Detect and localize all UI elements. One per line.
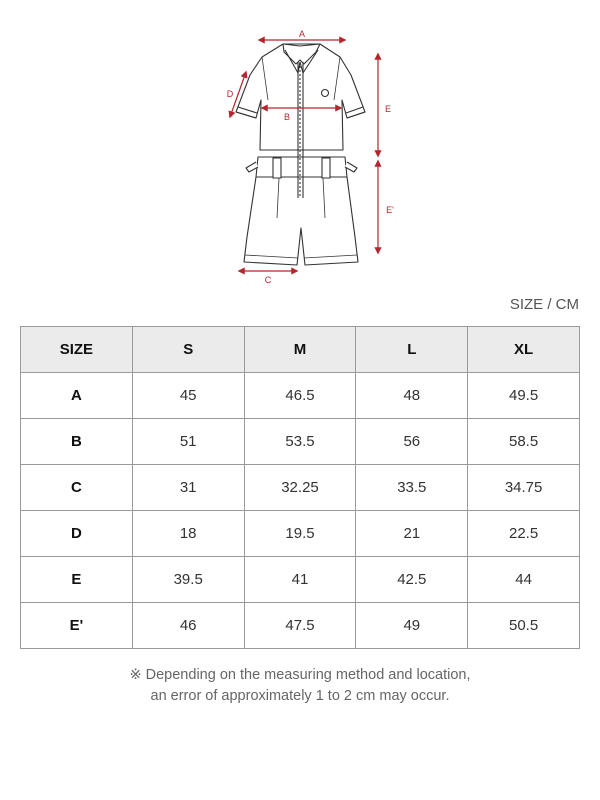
table-cell: 47.5 bbox=[244, 603, 356, 649]
table-cell: 49 bbox=[356, 603, 468, 649]
row-label: C bbox=[21, 465, 133, 511]
romper-illustration bbox=[200, 20, 400, 290]
table-cell: 58.5 bbox=[468, 419, 580, 465]
table-row bbox=[21, 603, 580, 649]
label-d: D bbox=[226, 89, 234, 99]
table-cell: 45 bbox=[132, 373, 244, 419]
table-cell: 21 bbox=[356, 511, 468, 557]
table-row bbox=[21, 373, 580, 419]
romper-outline bbox=[236, 44, 365, 265]
header-cell: SIZE bbox=[21, 327, 133, 373]
label-c: C bbox=[264, 275, 272, 285]
label-a: A bbox=[298, 29, 306, 39]
table-cell: 42.5 bbox=[356, 557, 468, 603]
table-cell: 46.5 bbox=[244, 373, 356, 419]
table-cell: 18 bbox=[132, 511, 244, 557]
table-row bbox=[21, 419, 580, 465]
table-cell: 56 bbox=[356, 419, 468, 465]
table-cell: 19.5 bbox=[244, 511, 356, 557]
table-row bbox=[21, 511, 580, 557]
note-line-2: an error of approximately 1 to 2 cm may occur. bbox=[150, 688, 450, 704]
table-cell: 33.5 bbox=[356, 465, 468, 511]
row-label: E' bbox=[21, 603, 133, 649]
table-cell: 31 bbox=[132, 465, 244, 511]
note-line-1: ※ Depending on the measuring method and location, bbox=[129, 667, 471, 683]
header-cell: L bbox=[356, 327, 468, 373]
table-cell: 46 bbox=[132, 603, 244, 649]
unit-label: SIZE / CM bbox=[509, 296, 579, 313]
table-cell: 51 bbox=[132, 419, 244, 465]
row-label: D bbox=[21, 511, 133, 557]
table-cell: 22.5 bbox=[468, 511, 580, 557]
table-cell: 53.5 bbox=[244, 419, 356, 465]
size-table bbox=[20, 326, 580, 649]
table-cell: 49.5 bbox=[468, 373, 580, 419]
table-cell: 32.25 bbox=[244, 465, 356, 511]
table-header-row bbox=[21, 327, 580, 373]
table-cell: 39.5 bbox=[132, 557, 244, 603]
table-cell: 50.5 bbox=[468, 603, 580, 649]
table-cell: 44 bbox=[468, 557, 580, 603]
row-label: A bbox=[21, 373, 133, 419]
table-cell: 34.75 bbox=[468, 465, 580, 511]
measurement-note bbox=[0, 665, 600, 707]
label-b: B bbox=[283, 112, 291, 122]
table-row bbox=[21, 465, 580, 511]
row-label: E bbox=[21, 557, 133, 603]
label-e-prime: E' bbox=[386, 205, 394, 215]
header-cell: S bbox=[132, 327, 244, 373]
garment-diagram bbox=[200, 20, 400, 290]
table-cell: 41 bbox=[244, 557, 356, 603]
header-cell: XL bbox=[468, 327, 580, 373]
table-row bbox=[21, 557, 580, 603]
row-label: B bbox=[21, 419, 133, 465]
header-cell: M bbox=[244, 327, 356, 373]
table-cell: 48 bbox=[356, 373, 468, 419]
label-e: E bbox=[384, 104, 392, 114]
